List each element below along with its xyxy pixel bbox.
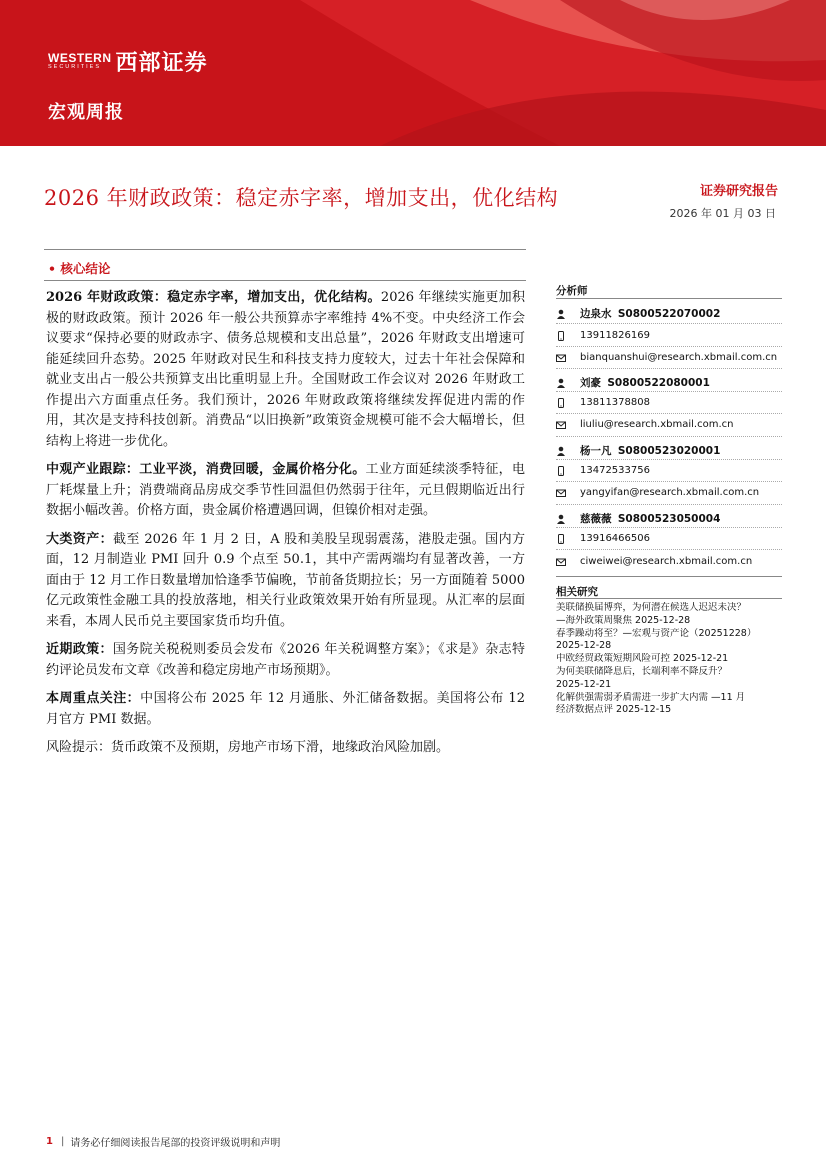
analyst-email-row: yangyifan@research.xbmail.com.cn — [556, 487, 759, 498]
report-title: 2026 年财政政策：稳定赤字率，增加支出，优化结构 — [44, 186, 559, 210]
phone-icon — [556, 398, 566, 408]
disclaimer-note: 请务必仔细阅读报告尾部的投资评级说明和声明 — [70, 1138, 281, 1149]
report-type: 证券研究报告 — [699, 184, 778, 199]
risk-warning: 风险提示：货币政策不及预期，房地产市场下滑，地缘政治风险加剧。 — [46, 740, 450, 755]
list-item[interactable]: 2025-12-21 — [556, 678, 612, 690]
phone-icon — [556, 534, 566, 544]
report-series: 宏观周报 — [48, 102, 124, 123]
analyst-phone-row: 13472533756 — [556, 465, 650, 476]
core-conclusions — [46, 288, 525, 767]
list-item[interactable]: 中欧经贸政策短期风险可控 2025-12-21 — [556, 653, 729, 665]
analyst-email-row: ciweiwei@research.xbmail.com.cn — [556, 556, 752, 567]
person-icon — [556, 514, 566, 524]
list-item[interactable]: 经济数据点评 2025-12-15 — [556, 704, 672, 716]
header-banner — [0, 0, 826, 146]
phone-icon — [556, 331, 566, 341]
page-number: 1 — [46, 1136, 53, 1147]
list-item[interactable]: 化解供强需弱矛盾需进一步扩大内需 —11 月 — [556, 691, 746, 703]
section-heading: • 核心结论 — [48, 261, 111, 276]
paragraph: 大类资产：截至 2026 年 1 月 2 日，A 股和美股呈现弱震荡，港股走强。国内方面，12 月制造业 PMI 回升 0.9 个点至 50.1，其中产需两端均有显著改善，一方面由于 12 月工作日数量增加恰逢季节偏晚，节前备货期拉长；另一方面随着 5000 亿元政策性金融工具的投放落地，相关行业政策效果开始有所显现。从汇率的层面来看，本周人民币兑主要国家货币均升值。 — [46, 531, 525, 629]
logo-english: WESTERN SECURITIES — [48, 50, 112, 70]
person-icon — [556, 378, 566, 388]
related-research-list — [556, 602, 786, 717]
divider — [44, 249, 526, 250]
divider — [556, 298, 782, 299]
analyst-name-row: 刘豪 S0800522080001 — [556, 375, 710, 390]
person-icon — [556, 309, 566, 319]
paragraph: 2026 年财政政策：稳定赤字率，增加支出，优化结构。2026 年继续实施更加积极的财政政策。预计 2026 年一般公共预算赤字率维持 4%不变。中央经济工作会议要求“保持必要的财政赤字、债务总规模和支出总量”，2026 年财政支出增速可能延续回升态势。2025 年财政对民生和科技支持力度较大，过去十年社会保障和就业支出占一般公共预算支出比重明显上升。全国财政工作会议对 2026 年财政工作提出六方面重点任务。我们预计，2026 年财政政策将继续发挥促进内需的作用，其次是支持科技创新。消费品“以旧换新”政策资金规模可能不会大幅增长，但结构上将进一步优化。 — [46, 290, 525, 449]
analyst-phone-row: 13811378808 — [556, 397, 650, 408]
related-research-heading: 相关研究 — [556, 586, 598, 598]
divider — [44, 280, 526, 281]
list-item[interactable]: 春季躁动将至？—宏观与资产论（20251228） — [556, 627, 757, 639]
analysts-heading: 分析师 — [556, 285, 588, 297]
report-date: 2026 年 01 月 03 日 — [669, 207, 776, 220]
phone-icon — [556, 466, 566, 476]
email-icon — [556, 557, 566, 567]
analyst-phone-row: 13911826169 — [556, 330, 650, 341]
analyst-email-row: liuliu@research.xbmail.com.cn — [556, 419, 733, 430]
paragraph: 近期政策：国务院关税税则委员会发布《2026 年关税调整方案》；《求是》杂志特约评论员发布文章《改善和稳定房地产市场预期》。 — [46, 642, 525, 678]
analyst-email-row: bianquanshui@research.xbmail.com.cn — [556, 352, 777, 363]
company-logo — [48, 46, 208, 77]
email-icon — [556, 420, 566, 430]
footer-separator: | — [60, 1136, 65, 1147]
list-item[interactable]: —海外政策周聚焦 2025-12-28 — [556, 614, 691, 626]
email-icon — [556, 488, 566, 498]
list-item[interactable]: 2025-12-28 — [556, 640, 612, 652]
list-item[interactable]: 美联储换届博弈，为何潜在候选人迟迟未决？ — [556, 602, 747, 613]
page-footer — [46, 1134, 280, 1149]
analyst-name-row: 边泉水 S0800522070002 — [556, 306, 720, 321]
paragraph: 中观产业跟踪：工业平淡，消费回暖，金属价格分化。工业方面延续淡季特征，电厂耗煤量上升；消费端商品房成交季节性回温但仍然弱于往年，元旦假期临近出行数据小幅改善。价格方面，贵金属价格遭遇回调，但镍价相对走强。 — [46, 462, 525, 518]
list-item[interactable]: 为何美联储降息后，长端利率不降反升？ — [556, 665, 728, 677]
person-icon — [556, 446, 566, 456]
email-icon — [556, 353, 566, 363]
analyst-name-row: 杨一凡 S0800523020001 — [556, 443, 720, 458]
divider — [556, 576, 782, 577]
analyst-name-row: 慈薇薇 S0800523050004 — [556, 511, 720, 526]
analyst-phone-row: 13916466506 — [556, 533, 650, 544]
paragraph: 本周重点关注：中国将公布 2025 年 12 月通胀、外汇储备数据。美国将公布 12 月官方 PMI 数据。 — [46, 691, 525, 727]
logo-chinese: 西部证券 — [115, 51, 208, 76]
divider — [556, 598, 782, 599]
